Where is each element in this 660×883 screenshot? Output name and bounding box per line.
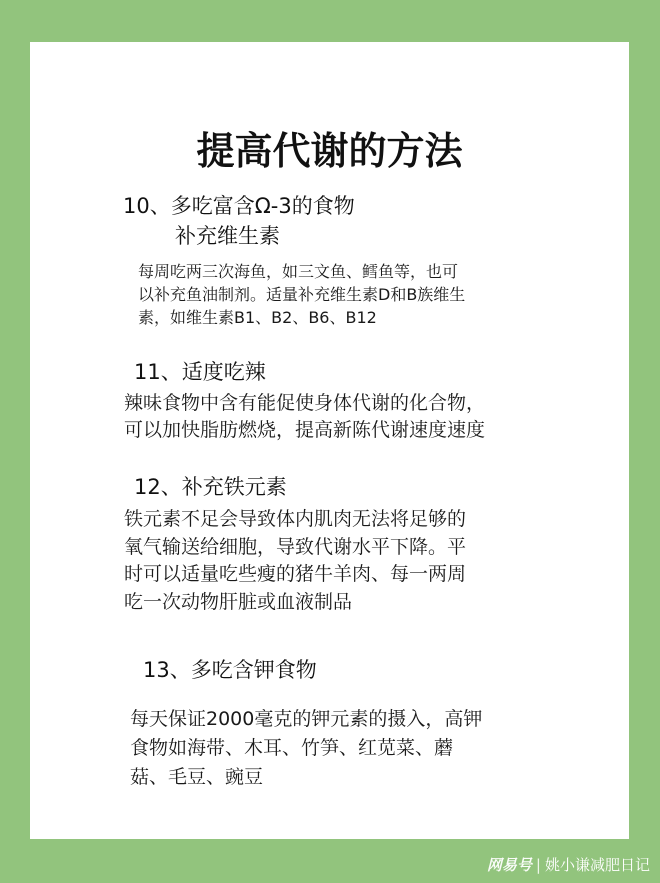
watermark-separator: | <box>535 856 541 874</box>
section-12-heading: 12、补充铁元素 <box>134 475 287 499</box>
body-line: 素，如维生素B1、B2、B6、B12 <box>138 308 377 327</box>
watermark-author: 姚小谦减肥日记 <box>544 856 650 874</box>
page-title: 提高代谢的方法 <box>196 129 463 173</box>
body-line: 可以加快脂肪燃烧，提高新陈代谢速度速度 <box>124 419 486 441</box>
body-line: 菇、毛豆、豌豆 <box>130 766 264 788</box>
section-10-body <box>138 260 465 329</box>
section-10-subheading: 补充维生素 <box>175 224 280 248</box>
section-13-heading: 13、多吃含钾食物 <box>143 658 317 682</box>
body-line: 氧气输送给细胞，导致代谢水平下降。平 <box>124 535 467 558</box>
body-line: 以补充鱼油制剂。适量补充维生素D和B族维生 <box>138 285 466 304</box>
content-card <box>30 42 629 839</box>
section-11-heading: 11、适度吃辣 <box>134 360 266 384</box>
watermark <box>487 854 650 875</box>
section-13-body <box>130 705 482 792</box>
body-line: 食物如海带、木耳、竹笋、红苋菜、蘑 <box>130 737 454 759</box>
body-line: 吃一次动物肝脏或血液制品 <box>124 590 353 613</box>
section-11-body <box>124 390 485 444</box>
body-line: 时可以适量吃些瘦的猪牛羊肉、每一两周 <box>124 563 467 585</box>
body-line: 辣味食物中含有能促使身体代谢的化合物， <box>124 392 486 414</box>
body-line: 铁元素不足会导致体内肌肉无法将足够的 <box>124 508 467 530</box>
body-line: 每周吃两三次海鱼，如三文鱼、鳕鱼等，也可 <box>138 262 459 281</box>
netease-logo: 网易号 <box>486 856 532 874</box>
section-12-body <box>124 506 466 616</box>
section-10-heading: 10、多吃富含Ω-3的食物 <box>123 194 355 218</box>
body-line: 每天保证2000毫克的钾元素的摄入，高钾 <box>130 708 483 730</box>
